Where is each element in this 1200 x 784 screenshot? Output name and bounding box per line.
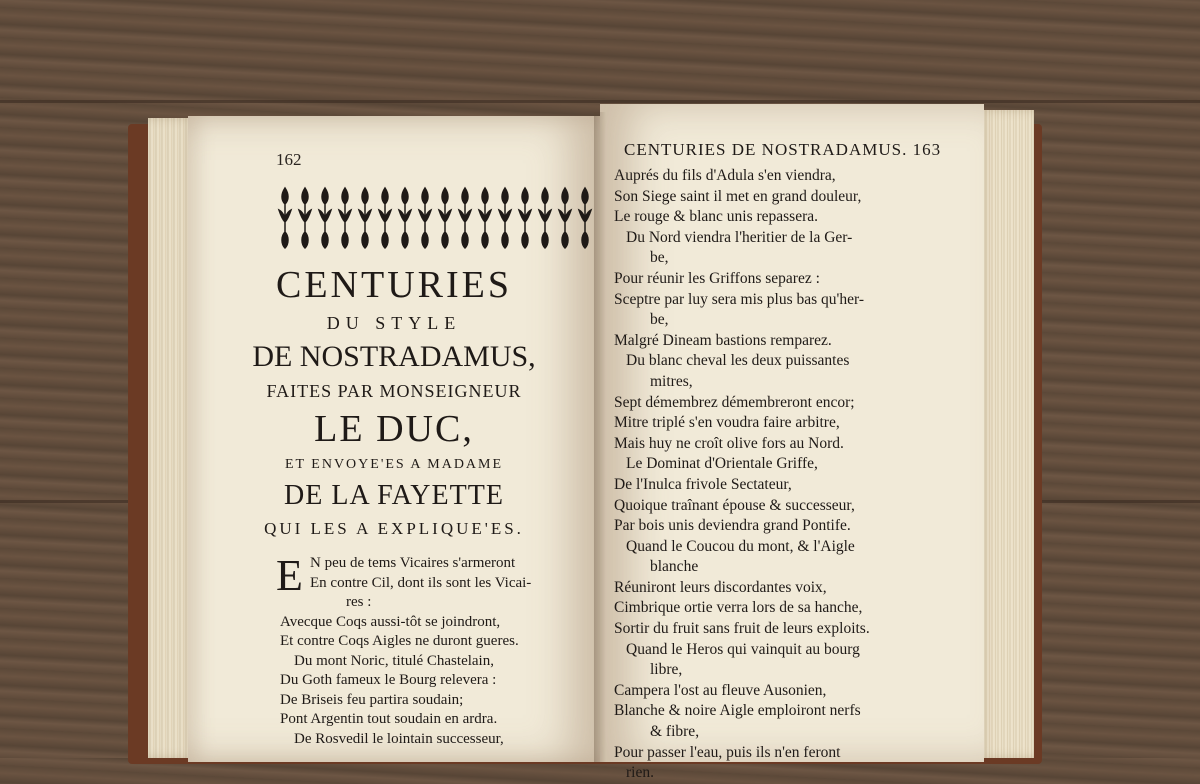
verse-line: be,	[650, 249, 669, 267]
title-line: CENTURIES	[276, 264, 512, 306]
fleuron-icon	[476, 186, 494, 250]
verse-line: Du mont Noric, titulé Chastelain,	[294, 652, 494, 669]
fleuron-band-icon	[276, 186, 588, 250]
fleuron-icon	[556, 186, 574, 250]
verse-line: Par bois unis deviendra grand Pontife.	[614, 517, 851, 535]
verse-line: De Briseis feu partira soudain;	[280, 691, 464, 708]
fleuron-icon	[276, 186, 294, 250]
fleuron-icon	[356, 186, 374, 250]
fleuron-icon	[496, 186, 514, 250]
verse-line: blanche	[650, 558, 699, 576]
fleuron-icon	[516, 186, 534, 250]
running-head: CENTURIES DE NOSTRADAMUS. 163	[624, 140, 942, 159]
verse-line: Du Goth fameux le Bourg relevera :	[280, 672, 497, 688]
verse-line: & fibre,	[650, 723, 700, 741]
book-gutter	[594, 112, 606, 762]
fleuron-icon	[296, 186, 314, 250]
verse-line: Sortir du fruit sans fruit de leurs exploits.	[614, 620, 870, 638]
right-page-edges	[978, 110, 1034, 758]
title-line: FAITES PAR MONSEIGNEUR	[266, 381, 522, 401]
verse-line: Le Dominat d'Orientale Griffe,	[626, 455, 818, 473]
verse-line: Du Nord viendra l'heritier de la Ger-	[626, 228, 853, 246]
table-plank-seam	[0, 100, 1200, 103]
title-line: DE LA FAYETTE	[284, 480, 504, 511]
verse-line: Mitre triplé s'en voudra faire arbitre,	[614, 414, 840, 432]
verse-line: Pont Argentin tout soudain en ardra.	[280, 711, 498, 727]
page-number-left: 162	[276, 150, 302, 169]
verse-line: Auprés du fils d'Adula s'en viendra,	[614, 167, 836, 184]
verse-line: mitres,	[650, 372, 693, 390]
verse-line: Avecque Coqs aussi-tôt se joindront,	[280, 613, 501, 630]
left-page	[188, 116, 600, 762]
verse-block-right	[614, 166, 974, 784]
fleuron-icon	[376, 186, 394, 250]
fleuron-icon	[576, 186, 594, 250]
verse-line: Du blanc cheval les deux puissantes	[626, 352, 850, 370]
verse-line: Campera l'ost au fleuve Ausonien,	[614, 681, 827, 699]
verse-line: Cimbrique ortie verra lors de sa hanche,	[614, 599, 863, 617]
verse-line: Mais huy ne croît olive fors au Nord.	[614, 434, 844, 452]
verse-line: rien.	[626, 764, 654, 782]
title-line: DE NOSTRADAMUS,	[252, 340, 536, 373]
fleuron-icon	[536, 186, 554, 250]
fleuron-icon	[456, 186, 474, 250]
verse-line: Le rouge & blanc unis repassera.	[614, 208, 819, 226]
right-page	[600, 104, 984, 782]
verse-line: N peu de tems Vicaires s'armeront	[310, 555, 516, 571]
verse-line: Sceptre par luy sera mis plus bas qu'her-	[614, 290, 864, 308]
verse-line: Quand le Coucou du mont, & l'Aigle	[626, 537, 855, 555]
verse-line: Sept démembrez démembreront encor;	[614, 393, 855, 411]
open-book	[128, 104, 1043, 782]
fleuron-icon	[316, 186, 334, 250]
fleuron-icon	[396, 186, 414, 250]
verse-line: Pour réunir les Griffons separez :	[614, 269, 820, 287]
fleuron-icon	[336, 186, 354, 250]
verse-line: Pour passer l'eau, puis ils n'en feront	[614, 743, 841, 761]
verse-line: De Rosvedil le lointain successeur,	[294, 730, 504, 747]
verse-line: Son Siege saint il met en grand douleur,	[614, 187, 862, 205]
verse-line: En contre Cil, dont ils sont les Vicai-	[310, 574, 532, 591]
verse-line: De l'Inulca frivole Sectateur,	[614, 475, 792, 493]
fleuron-icon	[436, 186, 454, 250]
verse-line: Quand le Heros qui vainquit au bourg	[626, 640, 860, 658]
verse-line: be,	[650, 311, 669, 329]
verse-line: libre,	[650, 661, 683, 679]
fleuron-icon	[416, 186, 434, 250]
verse-line: Quoique traînant épouse & successeur,	[614, 496, 855, 514]
title-block	[188, 266, 600, 537]
verse-line: res :	[346, 594, 372, 610]
title-line: QUI LES A EXPLIQUE'ES.	[264, 519, 524, 538]
verse-line: Réuniront leurs discordantes voix,	[614, 578, 827, 596]
verse-line: Blanche & noire Aigle emploiront nerfs	[614, 702, 861, 720]
title-line: ET ENVOYE'ES A MADAME	[284, 457, 504, 472]
verse-block-left	[276, 551, 610, 749]
drop-cap: E	[276, 551, 303, 600]
title-line: DU STYLE	[326, 313, 462, 333]
title-line: LE DUC,	[314, 408, 474, 450]
verse-line: Malgré Dineam bastions remparez.	[614, 331, 832, 349]
verse-line: Et contre Coqs Aigles ne duront gueres.	[280, 633, 519, 649]
